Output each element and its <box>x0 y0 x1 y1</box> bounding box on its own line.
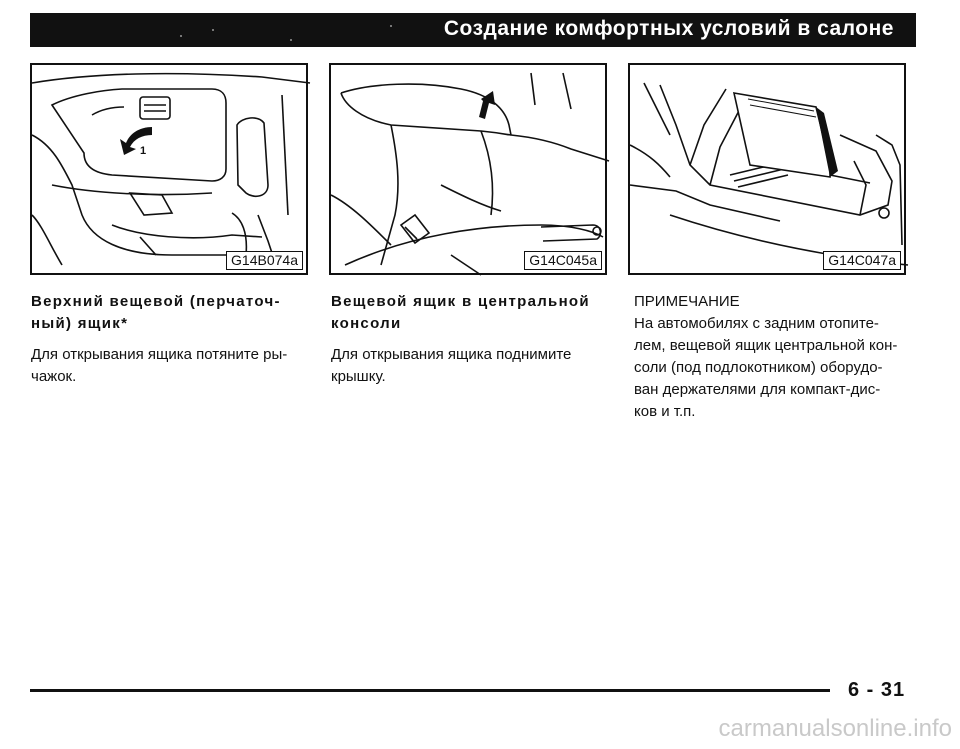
note-line: На автомобилях с задним отопите- <box>634 315 879 332</box>
figure-glove-box <box>30 63 308 275</box>
note-body <box>634 313 916 420</box>
cd-holder-illustration <box>630 65 908 277</box>
note-label: ПРИМЕЧАНИЕ <box>634 293 740 310</box>
watermark: carmanualsonline.info <box>718 715 952 742</box>
section-body-glove-box: Для открывания ящика потяните ры- чажок. <box>31 346 288 385</box>
glove-box-illustration <box>32 65 310 277</box>
page-number: 6 - 31 <box>848 679 906 701</box>
figure-code-label: G14C045a <box>524 251 602 270</box>
note-line: ков и т.п. <box>634 403 696 420</box>
section-title-glove-box: Верхний вещевой (перчаточ- ный) ящик* <box>31 293 281 332</box>
section-body-console-box: Для открывания ящика поднимите крышку. <box>331 346 572 385</box>
figure-console-box <box>329 63 607 275</box>
note-line: соли (под подлокотником) оборудо- <box>634 359 883 376</box>
console-box-illustration <box>331 65 609 277</box>
figure-callout-number: 1 <box>140 145 147 157</box>
note-line: ван держателями для компакт-дис- <box>634 381 881 398</box>
note-line: лем, вещевой ящик центральной кон- <box>634 337 898 354</box>
figure-code-label: G14C047a <box>823 251 901 270</box>
header-bar <box>30 13 916 47</box>
page-section-title: Создание комфортных условий в салоне <box>443 17 894 40</box>
figure-cd-holder <box>628 63 906 275</box>
figure-code-label: G14B074a <box>226 251 303 270</box>
footer-rule <box>30 689 830 692</box>
section-title-console-box: Вещевой ящик в центральной консоли <box>331 293 590 332</box>
